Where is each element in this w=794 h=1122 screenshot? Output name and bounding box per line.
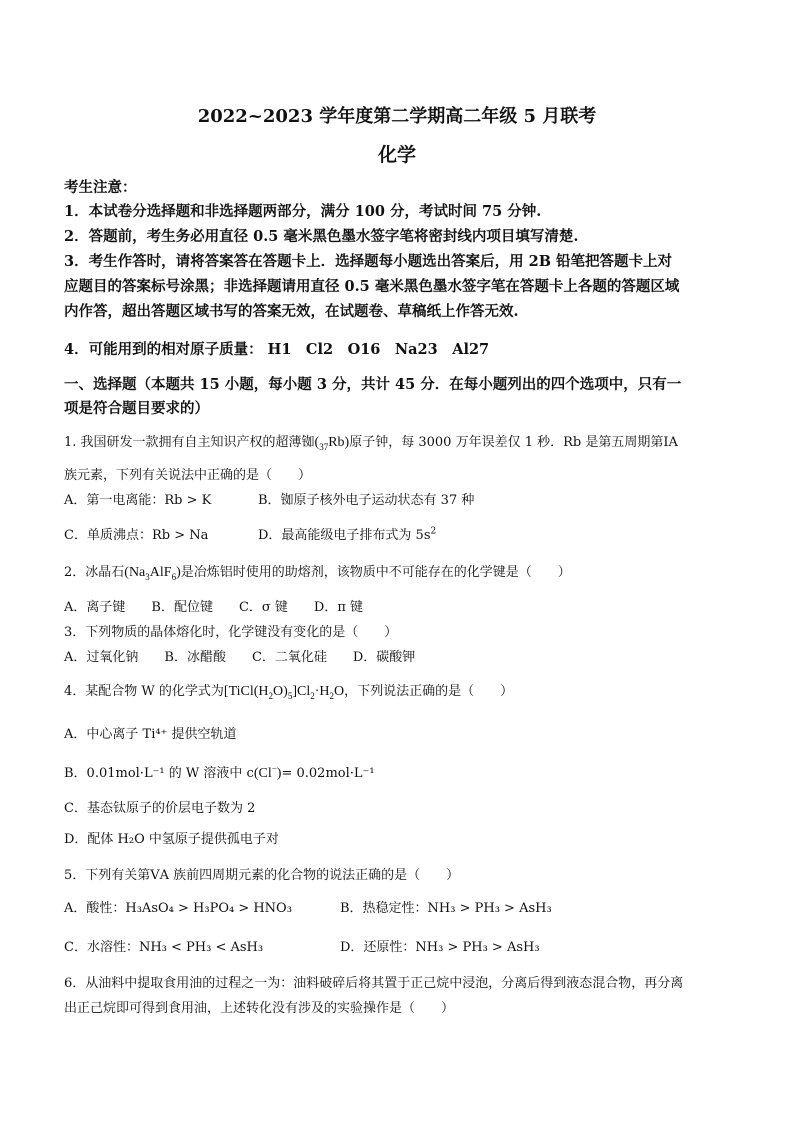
question-5-options-ab [64,897,734,916]
complex-formula: $[TiCl(H_2O)_5]Cl_2\cdot H_2O$ [223,684,345,701]
section-1-heading: 一、选择题（本题共 15 小题，每小题 3 分，共计 45 分．在每小题列出的四个选项中，只有一 [64,376,682,393]
notice-item-2: 2．答题前，考生务必用直径 0.5 毫米黑色墨水签字笔将密封线内项目填写清楚. [64,228,579,245]
question-4-option-c: C．基态钛原子的价层电子数为 2 [64,801,256,816]
question-1-stem-b: 原子钟，每 3000 万年误差仅 1 秒．Rb 是第五周期第ⅠA [349,435,678,450]
notice-item-4: 4．可能用到的相对原子质量： H1 Cl2 O16 Na23 Al27 [64,341,490,358]
question-1-stem-cont: 族元素，下列有关说法中正确的是（ ） [64,468,312,483]
question-2-options: A．离子键 B．配位键 C．σ 键 D．π 键 [64,600,363,615]
question-1-options-ab [64,489,734,508]
question-1-option-a: A．第一电离能：Rb > K [64,493,212,508]
cryolite-formula: $(Na_3AlF_6)$ [124,565,181,582]
question-1-stem [64,431,734,452]
question-3-options: A．过氧化钠 B．冰醋酸 C．二氧化硅 D．碳酸钾 [64,650,416,665]
notice-item-3b: 应题目的答案标号涂黑；非选择题请用直径 0.5 毫米黑色墨水签字笔在答题卡上各题的答题区域 [64,278,680,295]
chloride-ion: (Cl−) [253,763,282,781]
question-6-stem-cont: 出正己烷即可得到食用油，上述转化没有涉及的实验操作是（ ） [64,1001,455,1016]
question-4-stem-b: ，下列说法正确的是（ ） [344,684,514,699]
question-4-option-a: A．中心离子 Ti⁴⁺ 提供空轨道 [64,727,237,742]
question-5-option-a: A．酸性：H₃AsO₄ > H₃PO₄ > HNO₃ [64,901,292,916]
question-5-options-cd [64,936,734,955]
exam-title: 2022~2023 学年度第二学期高二年级 5 月联考 [197,106,597,127]
notice-heading: 考生注意： [64,179,137,196]
question-1-stem-a: 1. 我国研发一款拥有自主知识产权的超薄铷 [64,435,315,450]
question-2-stem [64,561,734,582]
notice-item-1: 1．本试卷分选择题和非选择题两部分，满分 100 分，考试时间 75 分钟. [64,203,542,220]
question-2-stem-a: 2．冰晶石 [64,565,125,580]
question-1-option-c: C．单质沸点：Rb > Na [64,528,209,543]
question-6-stem: 6．从油料中提取食用油的过程之一为：油料破碎后将其置于正己烷中浸泡，分离后得到液态混合物，再分离 [64,976,684,991]
question-1-option-d-sup: 2 [430,526,437,537]
question-5-stem: 5．下列有关第ⅤA 族前四周期元素的化合物的说法正确的是（ ） [64,868,460,883]
question-4-stem [64,680,734,701]
rb-symbol: $(_{37}Rb)$ [314,435,350,452]
question-1-options-cd [64,524,734,543]
question-1-option-d: D．最高能级电子排布式为 5s [258,528,431,543]
question-4-option-b [64,762,734,782]
question-3-stem: 3．下列物质的晶体熔化时，化学键没有变化的是（ ） [64,625,398,640]
question-4-option-d: D．配体 H₂O 中氢原子提供孤电子对 [64,832,279,847]
notice-item-3c: 内作答，超出答题区域书写的答案无效，在试题卷、草稿纸上作答无效. [64,303,519,320]
notice-item-3a: 3．考生作答时，请将答案答在答题卡上．选择题每小题选出答案后，用 2B 铅笔把答题卡上对 [64,253,673,270]
question-2-stem-b: 是冶炼铝时使用的助熔剂，该物质中不可能存在的化学键是（ ） [180,565,571,580]
question-5-option-d: D．还原性：NH₃ > PH₃ > AsH₃ [340,940,540,955]
question-4-stem-a: 4．某配合物 W 的化学式为 [64,684,224,699]
question-5-option-c: C．水溶性：NH₃ < PH₃ < AsH₃ [64,940,264,955]
section-1-heading-cont: 项是符合题目要求的） [64,400,209,417]
question-4-option-b-b: = 0.02mol·L⁻¹ [281,766,375,781]
exam-subject: 化学 [377,144,416,166]
question-1-option-b: B．铷原子核外电子运动状态有 37 种 [258,493,475,508]
question-4-option-b-a: B．0.01mol·L⁻¹ 的 W 溶液中 c [64,766,254,781]
question-5-option-b: B．热稳定性：NH₃ > PH₃ > AsH₃ [340,901,552,916]
